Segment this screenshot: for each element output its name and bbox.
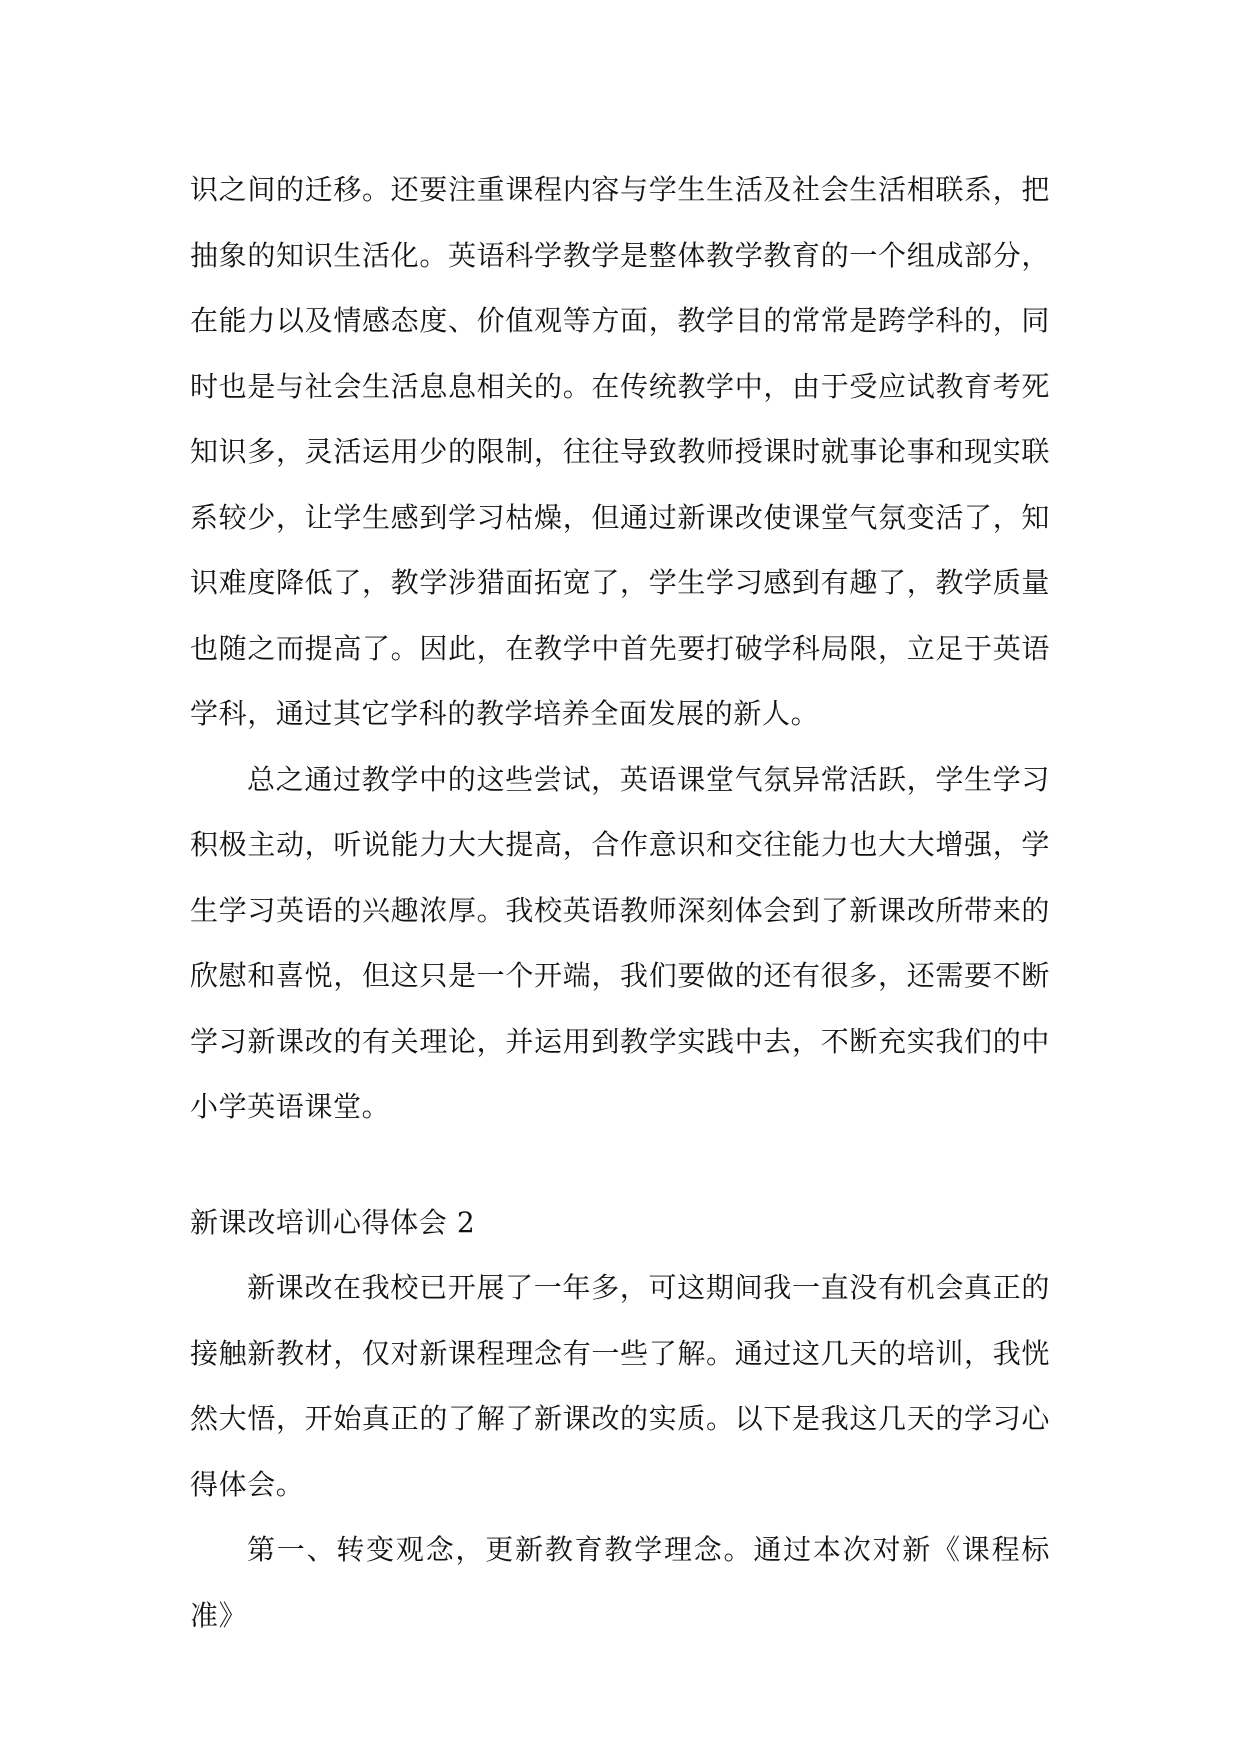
section-heading: 新课改培训心得体会 2 bbox=[190, 1205, 476, 1239]
paragraph-continuation: 识之间的迁移。还要注重课程内容与学生生活及社会生活相联系，把抽象的知识生活化。英语科学教学是整体教学教育的一个组成部分，在能力以及情感态度、价值观等方面，教学目的常常是跨学科的，同时也是与社会生活息息相关的。在传统教学中，由于受应试教育考死知识多，灵活运用少的限制，往往导致教师授课时就事论事和现实联系较少，让学生感到学习枯燥，但通过新课改使课堂气氛变活了，知识难度降低了，教学涉猎面拓宽了，学生学习感到有趣了，教学质量也随之而提高了。因此，在教学中首先要打破学科局限，立足于英语学科，通过其它学科的教学培养全面发展的新人。 bbox=[190, 173, 1050, 730]
paragraph-intro: 新课改在我校已开展了一年多，可这期间我一直没有机会真正的接触新教材，仅对新课程理念有一些了解。通过这几天的培训，我恍然大悟，开始真正的了解了新课改的实质。以下是我这几天的学习心得体会。 bbox=[190, 1271, 1050, 1501]
document-body bbox=[190, 157, 1050, 1648]
section-spacer bbox=[190, 1140, 1050, 1190]
paragraph-summary: 总之通过教学中的这些尝试，英语课堂气氛异常活跃，学生学习积极主动，听说能力大大提高，合作意识和交往能力也大大增强，学生学习英语的兴趣浓厚。我校英语教师深刻体会到了新课改所带来的欣慰和喜悦，但这只是一个开端，我们要做的还有很多，还需要不断学习新课改的有关理论，并运用到教学实践中去，不断充实我们的中小学英语课堂。 bbox=[190, 762, 1050, 1123]
paragraph-point-one: 第一、转变观念，更新教育教学理念。通过本次对新《课程标准》 bbox=[190, 1533, 1050, 1632]
